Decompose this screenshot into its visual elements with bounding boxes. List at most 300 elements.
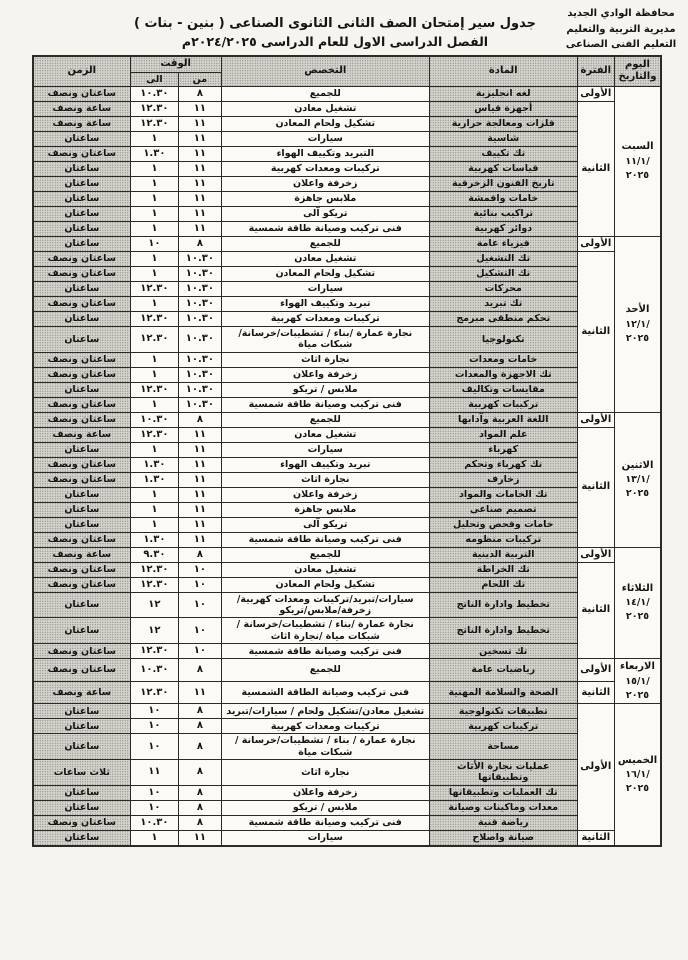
specialization-cell: سيارات/تبريد/تركيبات ومعدات كهربية/زخرفة/ملابس/تريكو: [221, 592, 429, 618]
exam-row: [33, 236, 661, 251]
day-date-cell: [614, 236, 661, 412]
duration-cell: ساعتان ونصف: [33, 352, 130, 367]
day-date: ٢٠٢٥: [625, 782, 650, 794]
exam-row: [33, 311, 661, 326]
exam-row: [33, 116, 661, 131]
specialization-cell: ملابس جاهزة: [221, 502, 429, 517]
subject-cell: زخارف: [429, 472, 577, 487]
subject-cell: فلزات ومعالجة حرارية: [429, 116, 577, 131]
exam-row: [33, 800, 661, 815]
subject-cell: كهرباء: [429, 442, 577, 457]
subject-cell: خامات ومعدات: [429, 352, 577, 367]
duration-cell: ساعتان: [33, 704, 130, 719]
exam-row: [33, 457, 661, 472]
subject-cell: تركيبات كهربية: [429, 397, 577, 412]
specialization-cell: تشغيل معادن: [221, 101, 429, 116]
exam-row: [33, 719, 661, 734]
duration-cell: ساعتان ونصف: [33, 397, 130, 412]
exam-row: [33, 397, 661, 412]
time-from-cell: ١١: [179, 532, 221, 547]
specialization-cell: سيارات: [221, 830, 429, 846]
time-to-cell: ١٢: [130, 618, 179, 644]
specialization-cell: ملابس / تريكو: [221, 382, 429, 397]
time-from-cell: ١١: [179, 517, 221, 532]
period-cell: الثانية: [577, 101, 614, 236]
duration-cell: ساعتان: [33, 161, 130, 176]
exam-row: [33, 830, 661, 846]
exam-row: [33, 176, 661, 191]
header-duration: الزمن: [33, 56, 130, 86]
time-to-cell: ١: [130, 502, 179, 517]
exam-row: [33, 785, 661, 800]
time-from-cell: ٨: [179, 760, 221, 786]
header-time-to: الى: [130, 72, 179, 86]
subject-cell: تك التشكيل: [429, 266, 577, 281]
duration-cell: ساعتان: [33, 326, 130, 352]
period-cell: الأولى: [577, 412, 614, 427]
subject-cell: مساحة: [429, 734, 577, 760]
duration-cell: ساعتان: [33, 311, 130, 326]
day-date: ١٢/١/: [625, 318, 650, 330]
duration-cell: ساعتان: [33, 502, 130, 517]
title-line-2: الفصل الدراسى الاول للعام الدراسى ٢٠٢٤/٢٠٢٥م: [181, 34, 489, 49]
letterhead-education-type: التعليم الفنى الصناعى: [565, 39, 677, 50]
time-from-cell: ١٠: [179, 577, 221, 592]
time-to-cell: ١: [130, 830, 179, 846]
exam-row: [33, 251, 661, 266]
day-date: ٢٠٢٥: [625, 689, 650, 701]
time-from-cell: ١١: [179, 131, 221, 146]
exam-row: [33, 577, 661, 592]
specialization-cell: للجميع: [221, 547, 429, 562]
subject-cell: شاسية: [429, 131, 577, 146]
time-to-cell: ٩.٣٠: [130, 547, 179, 562]
specialization-cell: تشكيل ولحام المعادن: [221, 266, 429, 281]
time-to-cell: ١٢.٣٠: [130, 311, 179, 326]
time-to-cell: ١: [130, 206, 179, 221]
specialization-cell: فنى تركيب وصيانة طاقة شمسية: [221, 532, 429, 547]
time-to-cell: ١٢.٣٠: [130, 577, 179, 592]
specialization-cell: زخرفة واعلان: [221, 176, 429, 191]
duration-cell: ساعتان: [33, 618, 130, 644]
time-to-cell: ١٠: [130, 800, 179, 815]
time-to-cell: ١٢.٣٠: [130, 562, 179, 577]
period-cell: الثانية: [577, 681, 614, 704]
time-from-cell: ١٠.٣٠: [179, 266, 221, 281]
time-from-cell: ١١: [179, 457, 221, 472]
exam-row: [33, 517, 661, 532]
specialization-cell: للجميع: [221, 86, 429, 101]
duration-cell: ساعتان: [33, 206, 130, 221]
specialization-cell: تشكيل ولحام المعادن: [221, 577, 429, 592]
time-to-cell: ١٢.٣٠: [130, 427, 179, 442]
specialization-cell: زخرفة واعلان: [221, 785, 429, 800]
duration-cell: ساعتان: [33, 719, 130, 734]
subject-cell: محركات: [429, 281, 577, 296]
subject-cell: التربية الدينية: [429, 547, 577, 562]
specialization-cell: تبريد وتكييف الهواء: [221, 296, 429, 311]
time-from-cell: ٨: [179, 86, 221, 101]
specialization-cell: ملابس جاهزة: [221, 191, 429, 206]
exam-row: [33, 131, 661, 146]
time-from-cell: ٨: [179, 800, 221, 815]
exam-row: [33, 704, 661, 719]
day-name: الأحد: [625, 304, 650, 316]
exam-row: [33, 760, 661, 786]
subject-cell: معدات وماكينات وصيانة: [429, 800, 577, 815]
time-to-cell: ١.٣٠: [130, 472, 179, 487]
specialization-cell: فنى تركيب وصيانة طاقة شمسية: [221, 644, 429, 659]
time-from-cell: ١٠.٣٠: [179, 311, 221, 326]
period-cell: الثانية: [577, 830, 614, 846]
day-date: ٢٠٢٥: [625, 332, 650, 344]
exam-row: [33, 266, 661, 281]
time-to-cell: ١: [130, 296, 179, 311]
exam-row: [33, 191, 661, 206]
time-from-cell: ١١: [179, 442, 221, 457]
time-to-cell: ١٢.٣٠: [130, 281, 179, 296]
time-to-cell: ١٠: [130, 734, 179, 760]
schedule-body: [33, 86, 661, 845]
header-time-from: من: [179, 72, 221, 86]
duration-cell: ساعتان ونصف: [33, 296, 130, 311]
specialization-cell: للجميع: [221, 412, 429, 427]
exam-row: [33, 502, 661, 517]
specialization-cell: فنى تركيب وصيانة الطاقة الشمسية: [221, 681, 429, 704]
time-to-cell: ١١: [130, 760, 179, 786]
exam-row: [33, 367, 661, 382]
duration-cell: ساعتان ونصف: [33, 86, 130, 101]
subject-cell: تك التشغيل: [429, 251, 577, 266]
time-to-cell: ١: [130, 221, 179, 236]
period-cell: الثانية: [577, 427, 614, 547]
duration-cell: ساعتان ونصف: [33, 815, 130, 830]
time-from-cell: ١٠: [179, 618, 221, 644]
subject-cell: تك اللحام: [429, 577, 577, 592]
specialization-cell: نجارة اثاث: [221, 352, 429, 367]
duration-cell: ساعتان: [33, 442, 130, 457]
specialization-cell: تريكو آلى: [221, 517, 429, 532]
specialization-cell: ملابس / تريكو: [221, 800, 429, 815]
time-to-cell: ١٢.٣٠: [130, 326, 179, 352]
specialization-cell: تركيبات ومعدات كهربية: [221, 161, 429, 176]
duration-cell: ثلاث ساعات: [33, 760, 130, 786]
time-from-cell: ١١: [179, 681, 221, 704]
exam-row: [33, 86, 661, 101]
duration-cell: ساعتان ونصف: [33, 659, 130, 682]
exam-row: [33, 442, 661, 457]
duration-cell: ساعتان: [33, 487, 130, 502]
duration-cell: ساعتان: [33, 830, 130, 846]
duration-cell: ساعتان ونصف: [33, 251, 130, 266]
specialization-cell: زخرفة واعلان: [221, 367, 429, 382]
specialization-cell: نجارة عمارة /بناء / تشطيبات/خرسانة/شبكات مياة: [221, 326, 429, 352]
subject-cell: صيانة واصلاح: [429, 830, 577, 846]
letterhead: [560, 6, 682, 53]
duration-cell: ساعتان ونصف: [33, 412, 130, 427]
time-to-cell: ١.٣٠: [130, 532, 179, 547]
exam-row: [33, 412, 661, 427]
time-to-cell: ١: [130, 517, 179, 532]
time-to-cell: ١: [130, 191, 179, 206]
time-from-cell: ١٠: [179, 644, 221, 659]
letterhead-directorate: مديرية التربية والتعليم: [566, 23, 676, 35]
subject-cell: تك العمليات وتطبيقاتها: [429, 785, 577, 800]
specialization-cell: التبريد وتكييف الهواء: [221, 146, 429, 161]
period-cell: الأولى: [577, 547, 614, 562]
specialization-cell: تبريد وتكييف الهواء: [221, 457, 429, 472]
time-from-cell: ١٠.٣٠: [179, 251, 221, 266]
duration-cell: ساعة ونصف: [33, 101, 130, 116]
time-from-cell: ١٠.٣٠: [179, 397, 221, 412]
time-to-cell: ١٠: [130, 704, 179, 719]
time-from-cell: ١١: [179, 427, 221, 442]
subject-cell: تك الخراطة: [429, 562, 577, 577]
subject-cell: تخطيط وادارة الناتج: [429, 618, 577, 644]
time-from-cell: ٨: [179, 547, 221, 562]
day-date: ٢٠٢٥: [625, 611, 650, 623]
duration-cell: ساعتان ونصف: [33, 562, 130, 577]
time-from-cell: ١١: [179, 472, 221, 487]
specialization-cell: نجارة اثاث: [221, 472, 429, 487]
specialization-cell: تشغيل معادن: [221, 427, 429, 442]
day-name: الثلاثاء: [621, 582, 654, 594]
exam-row: [33, 472, 661, 487]
period-cell: الثانية: [577, 562, 614, 659]
exam-row: [33, 326, 661, 352]
time-to-cell: ١٠.٣٠: [130, 815, 179, 830]
time-to-cell: ١٠: [130, 719, 179, 734]
letterhead-governorate: محافظة الوادي الجديد: [567, 8, 675, 19]
time-to-cell: ١٢.٣٠: [130, 101, 179, 116]
day-date: ١٥/١/: [625, 675, 650, 687]
subject-cell: تكنولوجيا: [429, 326, 577, 352]
time-to-cell: ١٢.٣٠: [130, 681, 179, 704]
specialization-cell: فنى تركيب وصيانة طاقة شمسية: [221, 397, 429, 412]
time-from-cell: ١١: [179, 116, 221, 131]
time-from-cell: ١١: [179, 502, 221, 517]
subject-cell: تراكيب بنائية: [429, 206, 577, 221]
time-from-cell: ١١: [179, 830, 221, 846]
subject-cell: تك تسخين: [429, 644, 577, 659]
header-period: الفترة: [577, 56, 614, 86]
subject-cell: تركيبات كهربية: [429, 719, 577, 734]
subject-cell: علم المواد: [429, 427, 577, 442]
subject-cell: تاريخ الفنون الزخرفية: [429, 176, 577, 191]
exam-row: [33, 734, 661, 760]
day-name: السبت: [621, 141, 654, 153]
subject-cell: قياسات كهربية: [429, 161, 577, 176]
time-from-cell: ١١: [179, 101, 221, 116]
exam-row: [33, 547, 661, 562]
subject-cell: تك الخامات والمواد: [429, 487, 577, 502]
time-from-cell: ٨: [179, 659, 221, 682]
duration-cell: ساعتان: [33, 281, 130, 296]
duration-cell: ساعتان: [33, 592, 130, 618]
duration-cell: ساعتان ونصف: [33, 367, 130, 382]
day-date: ١٣/١/: [625, 474, 650, 486]
specialization-cell: فنى تركيب وصيانة طاقة شمسية: [221, 815, 429, 830]
day-date-cell: [614, 86, 661, 236]
time-to-cell: ١٠.٣٠: [130, 412, 179, 427]
time-from-cell: ٨: [179, 236, 221, 251]
time-to-cell: ١٢.٣٠: [130, 644, 179, 659]
time-from-cell: ١١: [179, 146, 221, 161]
subject-cell: أجهزة قياس: [429, 101, 577, 116]
duration-cell: ساعتان ونصف: [33, 532, 130, 547]
exam-row: [33, 532, 661, 547]
subject-cell: مقايسات وتكاليف: [429, 382, 577, 397]
time-from-cell: ١١: [179, 221, 221, 236]
time-to-cell: ١٢: [130, 592, 179, 618]
exam-row: [33, 281, 661, 296]
time-to-cell: ١: [130, 397, 179, 412]
time-from-cell: ١٠.٣٠: [179, 326, 221, 352]
period-cell: الأولى: [577, 86, 614, 101]
duration-cell: ساعتان: [33, 191, 130, 206]
exam-row: [33, 659, 661, 682]
exam-row: [33, 815, 661, 830]
header-subject: المادة: [429, 56, 577, 86]
specialization-cell: تركيبات ومعدات كهربية: [221, 719, 429, 734]
time-from-cell: ١٠: [179, 562, 221, 577]
subject-cell: الصحة والسلامة المهنية: [429, 681, 577, 704]
exam-row: [33, 487, 661, 502]
period-cell: الثانية: [577, 251, 614, 412]
exam-row: [33, 382, 661, 397]
subject-cell: فيزياء عامة: [429, 236, 577, 251]
time-to-cell: ١: [130, 176, 179, 191]
time-to-cell: ١: [130, 352, 179, 367]
day-date: ٢٠٢٥: [625, 169, 650, 181]
duration-cell: ساعتان: [33, 517, 130, 532]
day-name: الاثنين: [621, 459, 654, 471]
time-to-cell: ١: [130, 367, 179, 382]
day-date-cell: [614, 704, 661, 846]
exam-row: [33, 644, 661, 659]
time-to-cell: ١٠: [130, 236, 179, 251]
specialization-cell: تشغيل معادن/تشكيل ولحام / سيارات/تبريد: [221, 704, 429, 719]
time-to-cell: ١: [130, 487, 179, 502]
duration-cell: ساعة ونصف: [33, 547, 130, 562]
header-day-date: اليوم والتاريخ: [614, 56, 661, 86]
subject-cell: تك تبريد: [429, 296, 577, 311]
time-to-cell: ١.٣٠: [130, 457, 179, 472]
period-cell: الأولى: [577, 236, 614, 251]
duration-cell: ساعتان: [33, 382, 130, 397]
day-name: الاربعاء: [620, 661, 655, 673]
time-to-cell: ١٢.٣٠: [130, 382, 179, 397]
header-specialization: التخصص: [221, 56, 429, 86]
time-to-cell: ١٢.٣٠: [130, 116, 179, 131]
specialization-cell: للجميع: [221, 659, 429, 682]
subject-cell: خامات وفحص وتحليل: [429, 517, 577, 532]
time-to-cell: ١: [130, 161, 179, 176]
header-time: الوقت: [130, 56, 221, 72]
duration-cell: ساعتان: [33, 131, 130, 146]
subject-cell: دوائر كهربية: [429, 221, 577, 236]
time-from-cell: ١١: [179, 206, 221, 221]
time-from-cell: ٨: [179, 719, 221, 734]
subject-cell: عمليات نجارة الأثاث وتطبيقاتها: [429, 760, 577, 786]
time-to-cell: ١: [130, 131, 179, 146]
time-from-cell: ١١: [179, 191, 221, 206]
specialization-cell: تشغيل معادن: [221, 251, 429, 266]
specialization-cell: سيارات: [221, 131, 429, 146]
subject-cell: تحكم منطقى مبرمج: [429, 311, 577, 326]
time-to-cell: ١: [130, 442, 179, 457]
exam-row: [33, 618, 661, 644]
subject-cell: لغه انجليزية: [429, 86, 577, 101]
duration-cell: ساعة ونصف: [33, 427, 130, 442]
day-date: ١٦/١/: [625, 769, 650, 781]
time-from-cell: ١٠.٣٠: [179, 281, 221, 296]
time-from-cell: ١٠: [179, 592, 221, 618]
duration-cell: ساعتان ونصف: [33, 146, 130, 161]
subject-cell: تخطيط وادارة الناتج: [429, 592, 577, 618]
table-header: [33, 56, 661, 86]
subject-cell: تك كهرباء وتحكم: [429, 457, 577, 472]
specialization-cell: للجميع: [221, 236, 429, 251]
time-to-cell: ١٠.٣٠: [130, 86, 179, 101]
specialization-cell: تشكيل ولحام المعادن: [221, 116, 429, 131]
duration-cell: ساعتان: [33, 176, 130, 191]
time-from-cell: ١٠.٣٠: [179, 352, 221, 367]
duration-cell: ساعة ونصف: [33, 116, 130, 131]
duration-cell: ساعتان ونصف: [33, 644, 130, 659]
duration-cell: ساعة ونصف: [33, 681, 130, 704]
time-from-cell: ١١: [179, 487, 221, 502]
duration-cell: ساعتان: [33, 800, 130, 815]
day-name: الخميس: [617, 754, 658, 766]
exam-row: [33, 296, 661, 311]
subject-cell: تصميم صناعى: [429, 502, 577, 517]
specialization-cell: نجارة عمارة /بناء / تشطيبات/خرسانة /شبكات مياة /نجارة اثاث: [221, 618, 429, 644]
exam-row: [33, 146, 661, 161]
duration-cell: ساعتان: [33, 221, 130, 236]
time-from-cell: ١٠.٣٠: [179, 296, 221, 311]
specialization-cell: فنى تركيب وصيانة طاقة شمسية: [221, 221, 429, 236]
time-to-cell: ١٠: [130, 785, 179, 800]
time-from-cell: ١١: [179, 176, 221, 191]
time-from-cell: ١١: [179, 161, 221, 176]
period-cell: الأولى: [577, 659, 614, 682]
subject-cell: تطبيقات تكنولوجية: [429, 704, 577, 719]
header-row-1: [33, 56, 661, 72]
day-date: ١٤/١/: [625, 597, 650, 609]
exam-row: [33, 427, 661, 442]
exam-row: [33, 562, 661, 577]
time-to-cell: ١: [130, 266, 179, 281]
specialization-cell: تشغيل معادن: [221, 562, 429, 577]
duration-cell: ساعتان ونصف: [33, 266, 130, 281]
duration-cell: ساعتان ونصف: [33, 472, 130, 487]
subject-cell: اللغة العربية وآدابها: [429, 412, 577, 427]
exam-row: [33, 681, 661, 704]
time-from-cell: ٨: [179, 704, 221, 719]
day-date-cell: [614, 547, 661, 659]
subject-cell: رياضيات عامة: [429, 659, 577, 682]
time-from-cell: ١٠.٣٠: [179, 367, 221, 382]
time-from-cell: ٨: [179, 785, 221, 800]
subject-cell: رياضة فنية: [429, 815, 577, 830]
subject-cell: تركيبات منظومه: [429, 532, 577, 547]
time-from-cell: ٨: [179, 815, 221, 830]
exam-row: [33, 221, 661, 236]
title-line-1: جدول سير إمتحان الصف الثانى الثانوى الصناعى ( بنين - بنات ): [134, 16, 536, 31]
specialization-cell: نجارة اثاث: [221, 760, 429, 786]
exam-schedule-table: [32, 55, 662, 847]
